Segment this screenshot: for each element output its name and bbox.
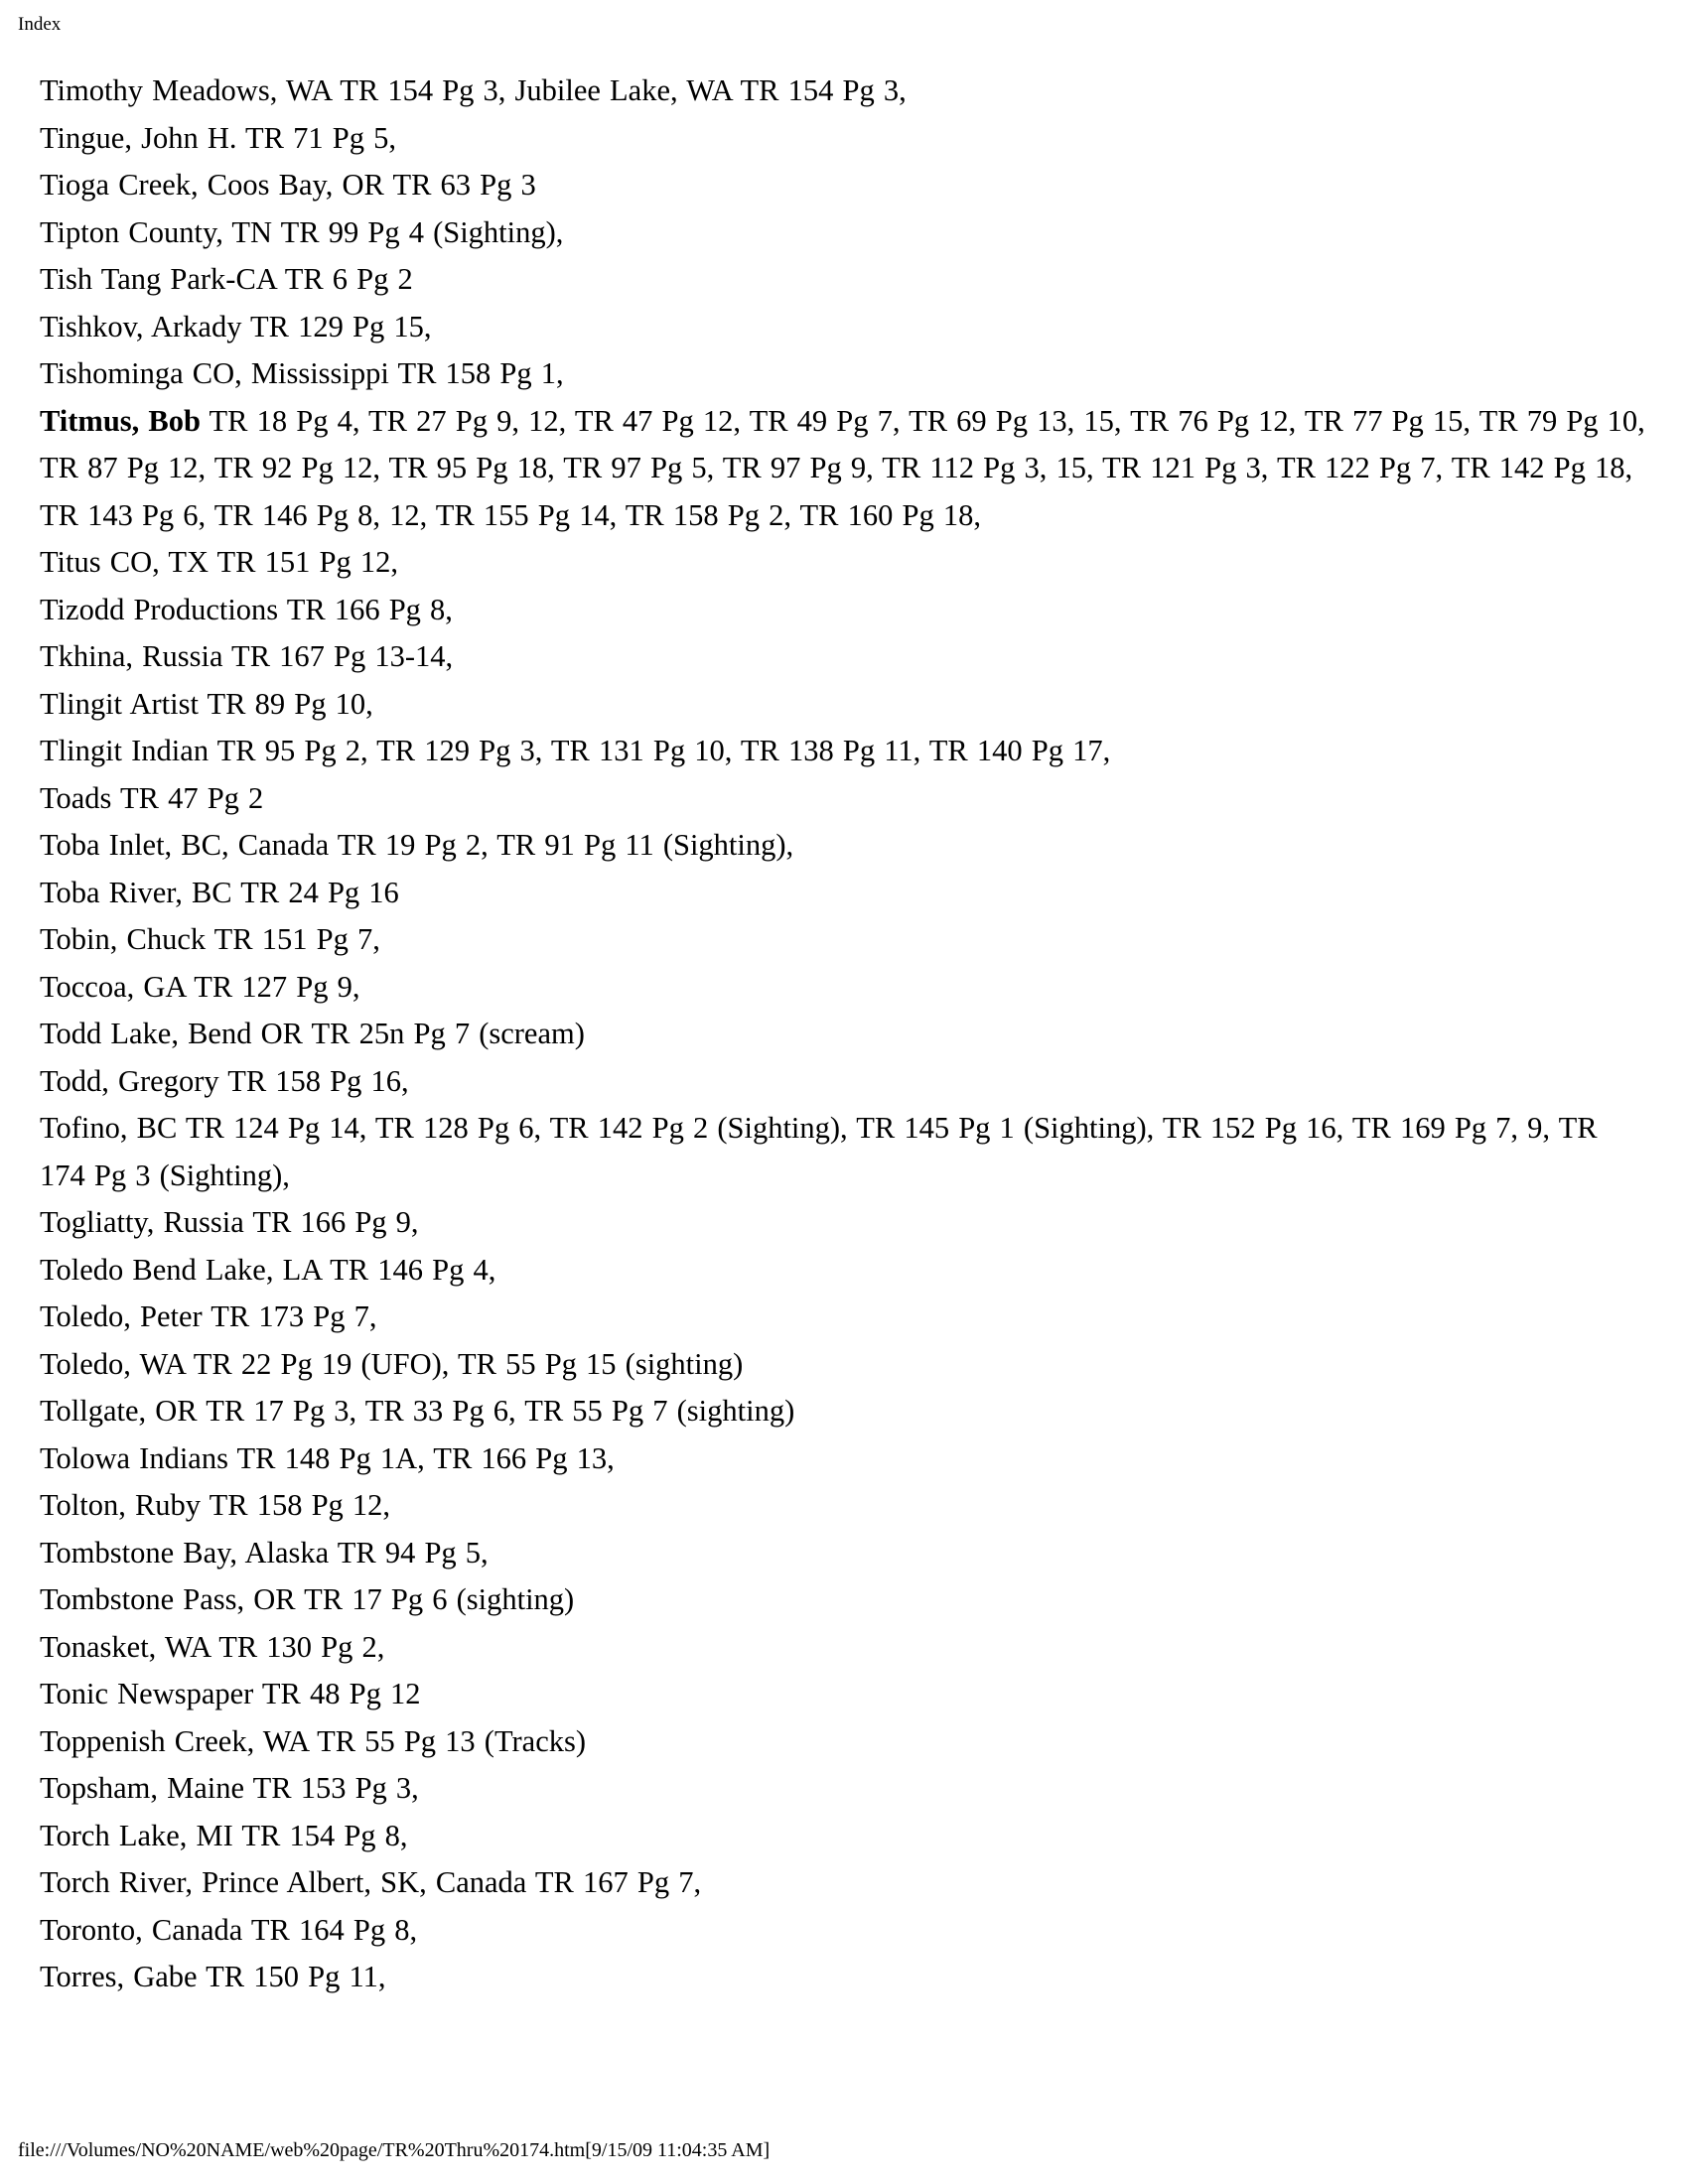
- index-entry: [40, 1859, 1648, 1907]
- index-entry-text: Tonic Newspaper TR 48 Pg 12: [40, 1677, 421, 1710]
- index-entry: [40, 1671, 1648, 1718]
- index-entry: [40, 1954, 1648, 2001]
- index-entry-text: TR 18 Pg 4, TR 27 Pg 9, 12, TR 47 Pg 12, TR 49 Pg 7, TR 69 Pg 13, 15, TR 76 Pg 12, TR 77 Pg 15, TR 79 Pg 10, TR 87 Pg 12, TR 92 Pg 12, TR 95 Pg 18, TR 97 Pg 5, TR 97 Pg 9, TR 112 Pg 3, 15, TR 121 Pg 3, TR 122 Pg 7, TR 142 Pg 18, TR 143 Pg 6, TR 146 Pg 8, 12, TR 155 Pg 14, TR 158 Pg 2, TR 160 Pg 18,: [40, 403, 1645, 532]
- index-entry-text: Toledo, Peter TR 173 Pg 7,: [40, 1299, 377, 1333]
- index-entry-text: Toads TR 47 Pg 2: [40, 780, 264, 815]
- index-entry-text: Tishkov, Arkady TR 129 Pg 15,: [40, 309, 432, 343]
- index-entry-term: Titmus, Bob: [40, 403, 201, 438]
- index-entry-text: Tombstone Pass, OR TR 17 Pg 6 (sighting): [40, 1582, 575, 1616]
- index-entry: [40, 1624, 1648, 1672]
- index-entry: [40, 1247, 1648, 1295]
- index-entry-text: Toppenish Creek, WA TR 55 Pg 13 (Tracks): [40, 1723, 587, 1758]
- index-entry-text: Tonasket, WA TR 130 Pg 2,: [40, 1629, 385, 1664]
- index-entry-text: Toledo, WA TR 22 Pg 19 (UFO), TR 55 Pg 15 (sighting): [40, 1346, 744, 1381]
- index-entry: [40, 1388, 1648, 1435]
- index-entry-text: Tish Tang Park-CA TR 6 Pg 2: [40, 262, 413, 296]
- index-entry: [40, 822, 1648, 870]
- index-entry-text: Toba River, BC TR 24 Pg 16: [40, 875, 399, 909]
- index-entry-text: Togliatty, Russia TR 166 Pg 9,: [40, 1205, 419, 1239]
- index-entry: [40, 115, 1648, 163]
- index-entry-text: Tipton County, TN TR 99 Pg 4 (Sighting),: [40, 214, 564, 249]
- index-entry-text: Todd, Gregory TR 158 Pg 16,: [40, 1063, 409, 1098]
- index-entry-text: Tishominga CO, Mississippi TR 158 Pg 1,: [40, 356, 564, 390]
- index-entry-list: [40, 68, 1648, 2001]
- index-entry: [40, 304, 1648, 351]
- index-entry-text: Toledo Bend Lake, LA TR 146 Pg 4,: [40, 1252, 496, 1287]
- index-entry-text: Toccoa, GA TR 127 Pg 9,: [40, 969, 360, 1004]
- index-entry: [40, 1576, 1648, 1624]
- index-entry-text: Timothy Meadows, WA TR 154 Pg 3, Jubilee Lake, WA TR 154 Pg 3,: [40, 73, 907, 107]
- index-entry-text: Tlingit Indian TR 95 Pg 2, TR 129 Pg 3, TR 131 Pg 10, TR 138 Pg 11, TR 140 Pg 17,: [40, 734, 1111, 767]
- index-entry-text: Topsham, Maine TR 153 Pg 3,: [40, 1771, 419, 1805]
- index-entry-text: Tlingit Artist TR 89 Pg 10,: [40, 686, 373, 721]
- index-entry: [40, 964, 1648, 1012]
- page-footer-path: file:///Volumes/NO%20NAME/web%20page/TR%20Thru%20174.htm[9/15/09 11:04:35 AM]: [18, 2139, 771, 2161]
- index-entry-text: Tombstone Bay, Alaska TR 94 Pg 5,: [40, 1535, 489, 1570]
- index-entry-text: Tobin, Chuck TR 151 Pg 7,: [40, 922, 380, 956]
- index-entry: [40, 587, 1648, 634]
- index-entry: [40, 1294, 1648, 1341]
- index-entry: [40, 1482, 1648, 1530]
- index-entry: [40, 256, 1648, 304]
- index-entry-text: Tioga Creek, Coos Bay, OR TR 63 Pg 3: [40, 168, 536, 202]
- index-entry-text: Toba Inlet, BC, Canada TR 19 Pg 2, TR 91 Pg 11 (Sighting),: [40, 828, 794, 862]
- index-entry: [40, 633, 1648, 681]
- index-entry-text: Torres, Gabe TR 150 Pg 11,: [40, 1960, 386, 1993]
- index-entry: [40, 209, 1648, 257]
- index-entry: [40, 1813, 1648, 1860]
- index-entry: [40, 728, 1648, 775]
- index-entry-text: Tingue, John H. TR 71 Pg 5,: [40, 120, 396, 155]
- index-entry-text: Torch Lake, MI TR 154 Pg 8,: [40, 1818, 408, 1852]
- index-entry-text: Tollgate, OR TR 17 Pg 3, TR 33 Pg 6, TR 55 Pg 7 (sighting): [40, 1394, 795, 1428]
- index-entry: [40, 1718, 1648, 1766]
- index-entry: [40, 1058, 1648, 1106]
- index-entry: [40, 681, 1648, 729]
- index-entry: [40, 916, 1648, 964]
- index-entry: [40, 1199, 1648, 1247]
- index-entry-text: Tkhina, Russia TR 167 Pg 13-14,: [40, 639, 454, 673]
- index-entry: [40, 1765, 1648, 1813]
- index-entry: [40, 68, 1648, 115]
- index-entry: [40, 775, 1648, 823]
- index-entry: [40, 1530, 1648, 1577]
- index-entry: [40, 1435, 1648, 1483]
- page-header-label: Index: [18, 14, 62, 35]
- index-entry: [40, 162, 1648, 209]
- index-entry-text: Toronto, Canada TR 164 Pg 8,: [40, 1912, 418, 1947]
- index-entry: [40, 398, 1648, 540]
- index-entry-text: Torch River, Prince Albert, SK, Canada TR 167 Pg 7,: [40, 1865, 702, 1899]
- index-entry-text: Tofino, BC TR 124 Pg 14, TR 128 Pg 6, TR 142 Pg 2 (Sighting), TR 145 Pg 1 (Sighting), TR 152 Pg 16, TR 169 Pg 7, 9, TR 174 Pg 3 (Sighting),: [40, 1111, 1598, 1192]
- index-entry: [40, 1011, 1648, 1058]
- index-entry-text: Tolton, Ruby TR 158 Pg 12,: [40, 1488, 391, 1522]
- index-entry-text: Todd Lake, Bend OR TR 25n Pg 7 (scream): [40, 1017, 585, 1050]
- index-entry: [40, 350, 1648, 398]
- index-entry-text: Titus CO, TX TR 151 Pg 12,: [40, 545, 398, 579]
- index-entry-text: Tizodd Productions TR 166 Pg 8,: [40, 592, 453, 626]
- index-entry-text: Tolowa Indians TR 148 Pg 1A, TR 166 Pg 13,: [40, 1440, 615, 1475]
- index-entry: [40, 870, 1648, 917]
- index-entry: [40, 1341, 1648, 1389]
- index-entry: [40, 1105, 1648, 1199]
- index-entry: [40, 539, 1648, 587]
- index-entry: [40, 1907, 1648, 1955]
